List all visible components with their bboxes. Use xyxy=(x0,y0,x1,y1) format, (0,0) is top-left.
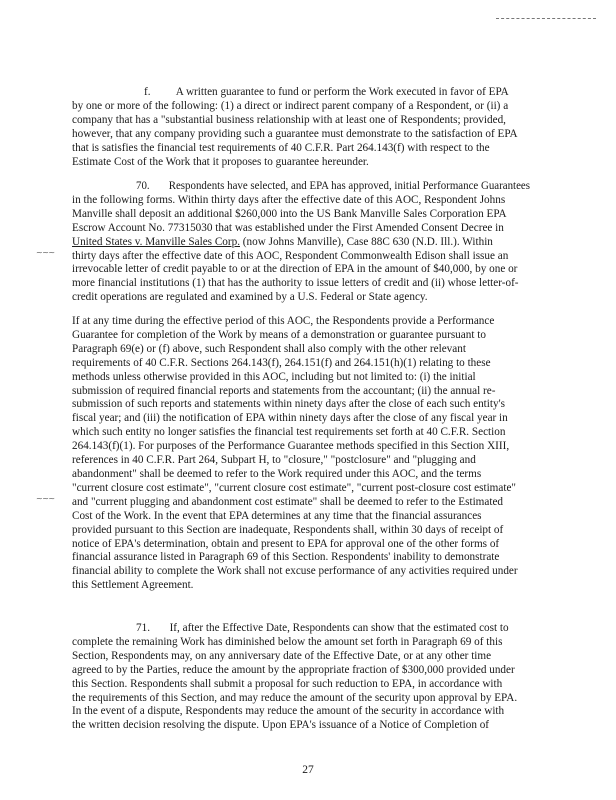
margin-mark-1: ~~~ xyxy=(36,248,55,257)
text-line: 264.143(f)(1). For purposes of the Performance Guarantee methods specified in this Section XIII, xyxy=(72,440,510,453)
text-line: Section, Respondents may, on any anniversary date of the Effective Date, or at any other time xyxy=(72,649,492,662)
text-line: submission of required financial reports and statements from the accountant; (ii) the annual re- xyxy=(72,384,496,397)
text-line: which such entity no longer satisfies the financial test requirements set forth at 40 C.F.R. Section xyxy=(72,426,506,439)
text-line: In the event of a dispute, Respondents may reduce the amount of the security in accordance with xyxy=(72,705,505,718)
text-line: in the following forms. Within thirty days after the effective date of this AOC, Respondent Johns xyxy=(72,193,506,206)
header-rule xyxy=(496,18,596,19)
text-line: methods unless otherwise provided in this AOC, including but not limited to: (i) the initial xyxy=(72,370,476,383)
text-line: and "current plugging and abandonment cost estimate" shall be deemed to refer to the Estimated xyxy=(72,495,504,508)
text-line: more financial institutions (1) that has the authority to issue letters of credit and (ii) whose letter-of- xyxy=(72,277,519,290)
text-line: financial assurance listed in Paragraph 69 of this Section. Respondents' inability to demonstrate xyxy=(72,551,500,564)
text-line: provided pursuant to this Section are inadequate, Respondents shall, within 30 days of receipt of xyxy=(72,523,504,536)
text-line: Paragraph 69(e) or (f) above, such Respondent shall also comply with the other relevant xyxy=(72,342,466,355)
case-citation: United States v. Manville Sales Corp. xyxy=(72,235,240,248)
text-line: Manville shall deposit an additional $260,000 into the US Bank Manville Sales Corporation EPA xyxy=(72,207,507,220)
text-line: complete the remaining Work has diminished below the amount set forth in Paragraph 69 of this xyxy=(72,635,503,648)
paragraph-performance-guarantee xyxy=(72,315,530,593)
text-line: that is satisfies the financial test requirements of 40 C.F.R. Part 264.143(f) with respect to the xyxy=(72,141,490,154)
text-line: 70. Respondents have selected, and EPA has approved, initial Performance Guarantees xyxy=(136,180,531,192)
text-line: the requirements of this Section, and may reduce the amount of the security upon approval by EPA. xyxy=(72,691,518,704)
text-line: Escrow Account No. 77315030 that was established under the First Amended Consent Decree in xyxy=(72,221,504,234)
text-line: by one or more of the following: (1) a direct or indirect parent company of a Respondent, or (ii) a xyxy=(72,99,509,112)
text-line: credit operations are regulated and examined by a U.S. Federal or State agency. xyxy=(72,291,428,304)
text-line: 71. If, after the Effective Date, Respondents can show that the estimated cost to xyxy=(136,622,509,634)
page-number: 27 xyxy=(302,764,314,776)
paragraph-71 xyxy=(72,622,530,733)
text-line: submission of such reports and statements within ninety days after the close of each such entity's xyxy=(72,398,505,411)
margin-mark-2: ~~~ xyxy=(36,494,55,503)
text-line: Guarantee for completion of the Work by means of a demonstration or guarantee pursuant to xyxy=(72,328,486,341)
text-line: Cost of the Work. In the event that EPA determines at any time that the financial assurances xyxy=(72,509,482,522)
text-line: company that has a "substantial business relationship with at least one of Respondents; provided, xyxy=(72,113,506,126)
text-line: agreed to by the Parties, reduce the amount by the appropriate fraction of $300,000 provided under xyxy=(72,663,515,676)
text-line: Estimate Cost of the Work that it proposes to guarantee hereunder. xyxy=(72,155,369,168)
text-line: "current closure cost estimate", "current closure cost estimate", "current post-closure cost estimate" xyxy=(72,481,516,494)
paragraph-f xyxy=(72,86,530,169)
text-line: notice of EPA's determination, obtain and present to EPA for approval one of the other forms of xyxy=(72,537,500,550)
text-line: If at any time during the effective period of this AOC, the Respondents provide a Performance xyxy=(72,315,495,327)
text-line: f. A written guarantee to fund or perform the Work executed in favor of EPA xyxy=(144,86,509,98)
text-line: references in 40 C.F.R. Part 264, Subpart H, to "closure," "postclosure" and "plugging and xyxy=(72,454,476,467)
text-line: irrevocable letter of credit payable to or at the direction of EPA in the amount of $40,000, by one or xyxy=(72,263,518,276)
paragraph-70 xyxy=(72,180,530,305)
text-line: requirements of 40 C.F.R. Sections 264.143(f), 264.151(f) and 264.151(h)(1) relating to these xyxy=(72,356,491,369)
text-line: fiscal year; and (iii) the notification of EPA within ninety days after the close of any fiscal year in xyxy=(72,412,508,425)
text-line: thirty days after the effective date of this AOC, Respondent Commonwealth Edison shall issue an xyxy=(72,249,509,262)
case-line-rest: (now Johns Manville), Case 88C 630 (N.D. Ill.). Within xyxy=(240,235,493,248)
text-line: the written decision resolving the dispute. Upon EPA's issuance of a Notice of Completion of xyxy=(72,719,490,732)
text-line: this Settlement Agreement. xyxy=(72,579,194,592)
text-line: abandonment" shall be deemed to refer to the Work required under this AOC, and the terms xyxy=(72,467,482,480)
text-line: financial ability to complete the Work shall not excuse performance of any activities required under xyxy=(72,565,518,578)
text-line: however, that any company providing such a guarantee must demonstrate to the satisfaction of EPA xyxy=(72,127,518,140)
text-line-case xyxy=(72,236,530,250)
text-line: this Section. Respondents shall submit a proposal for such reduction to EPA, in accordance with xyxy=(72,677,503,690)
